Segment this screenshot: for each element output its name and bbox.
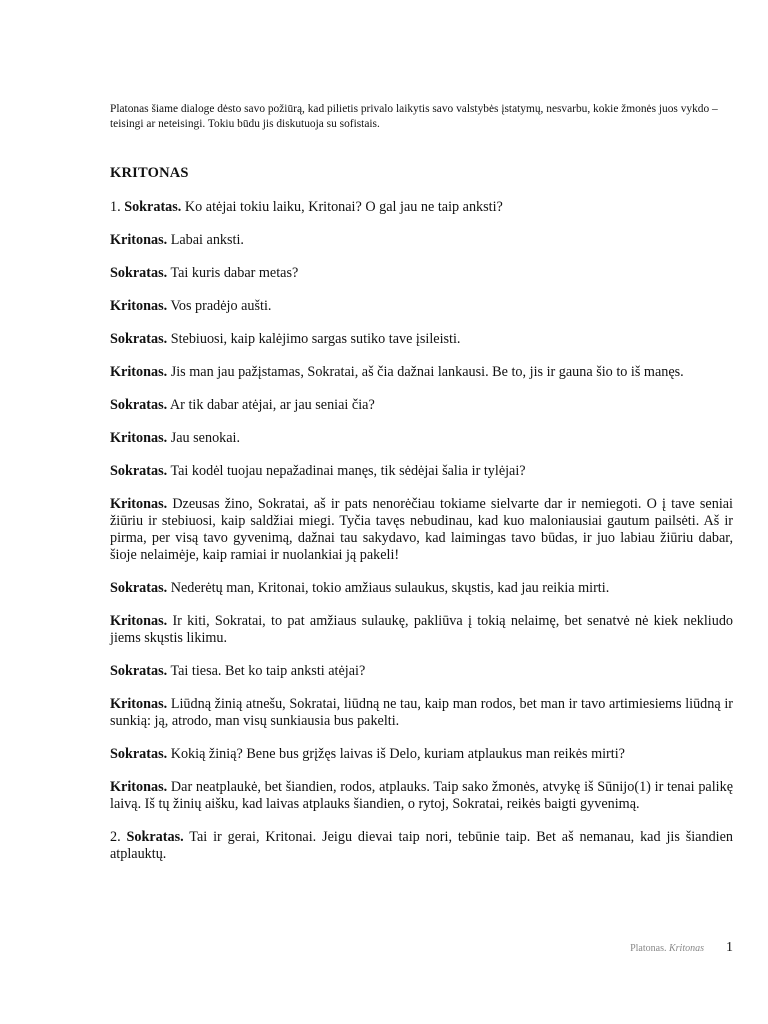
speech-text: Jis man jau pažįstamas, Sokratai, aš čia dažnai lankausi. Be to, jis ir gauna šio to iš manęs. (170, 364, 684, 380)
dialogue-line (110, 746, 733, 763)
speaker-name: Sokratas. (110, 580, 168, 596)
dialogue-line (110, 696, 733, 730)
speaker-name: Kritonas. (110, 496, 168, 512)
speech-text: Ar tik dabar atėjai, ar jau seniai čia? (169, 397, 375, 413)
speaker-name: Sokratas. (110, 265, 168, 281)
section-number: 2. (110, 829, 121, 845)
dialogue-line (110, 580, 733, 597)
speaker-name: Sokratas. (110, 463, 168, 479)
speech-text: Vos pradėjo aušti. (170, 298, 272, 314)
intro-paragraph: Platonas šiame dialoge dėsto savo požiūrą, kad pilietis privalo laikytis savo valstybės įstatymų, nesvarbu, kokie žmonės juos vykdo – teisingi ar neteisingi. Tokiu būdu jis diskutuoja su sofistais. (110, 103, 718, 130)
section-number: 1. (110, 199, 121, 215)
dialogue-line (110, 779, 733, 813)
dialogue-line (110, 397, 733, 414)
dialogue-body (110, 199, 733, 879)
dialogue-line (110, 364, 733, 381)
speaker-name: Kritonas. (110, 779, 168, 795)
speaker-name: Sokratas. (126, 829, 184, 845)
page-number: 1 (726, 940, 733, 955)
speaker-name: Kritonas. (110, 613, 168, 629)
speech-text: Dar neatplaukė, bet šiandien, rodos, atplauks. Taip sako žmonės, atvykę iš Sūnijo(1) ir tenai palikę laivą. Iš tų žinių aišku, kad laivas atplauks šiandien, o rytoj, Sokratai, reikės baigti gyvenimą. (110, 779, 734, 812)
speech-text: Kokią žinią? Bene bus grįžęs laivas iš Delo, kuriam atplaukus man reikės mirti? (170, 746, 625, 762)
speaker-name: Kritonas. (110, 364, 168, 380)
speaker-name: Kritonas. (110, 232, 168, 248)
dialogue-line (110, 331, 733, 348)
speaker-name: Sokratas. (110, 331, 168, 347)
speech-text: Jau senokai. (170, 430, 241, 446)
speaker-name: Sokratas. (110, 746, 168, 762)
speech-text: Tai kuris dabar metas? (170, 265, 299, 281)
speech-text: Ir kiti, Sokratai, to pat amžiaus sulaukę, pakliūva į tokią nelaimę, bet senatvė nė kiek nekliudo jiems skųstis likimu. (110, 613, 734, 646)
speech-text: Dzeusas žino, Sokratai, aš ir pats nenorėčiau tokiame sielvarte dar ir nemiegoti. O į tave seniai žiūriu ir stebiuosi, kaip saldžiai miegi. Tyčia tavęs nebudinau, kad kuo maloniausiai gautum pailsėti. Aš ir pirma, per visą tavo gyvenimą, dažnai tau sakydavo, kad laimingas tavo būdas, ir juo labiau žiūriu dabar, šioje nelaimėje, kaip ramiai ir nuolankiai ją pakeli! (110, 496, 733, 563)
speech-text: Ko atėjai tokiu laiku, Kritonai? O gal jau ne taip anksti? (184, 199, 503, 215)
speaker-name: Kritonas. (110, 298, 168, 314)
dialogue-line (110, 496, 733, 564)
dialogue-line (110, 613, 733, 647)
footer-running-title (630, 943, 704, 954)
speaker-name: Kritonas. (110, 696, 168, 712)
speech-text: Labai anksti. (170, 232, 244, 248)
footer-work-title: Kritonas (668, 943, 704, 954)
document-title: KRITONAS (110, 165, 189, 181)
dialogue-line (110, 298, 733, 315)
dialogue-line (110, 829, 733, 863)
speaker-name: Kritonas. (110, 430, 168, 446)
speech-text: Stebiuosi, kaip kalėjimo sargas sutiko tave įsileisti. (170, 331, 461, 347)
footer-author: Platonas. (630, 943, 667, 954)
dialogue-line (110, 463, 733, 480)
page-footer (110, 938, 733, 956)
speaker-name: Sokratas. (110, 397, 168, 413)
dialogue-line (110, 232, 733, 249)
speaker-name: Sokratas. (110, 663, 168, 679)
speech-text: Tai ir gerai, Kritonai. Jeigu dievai taip nori, tebūnie taip. Bet aš nemanau, kad jis šiandien atplauktų. (110, 829, 734, 862)
speech-text: Liūdną žinią atnešu, Sokratai, liūdną ne tau, kaip man rodos, bet man ir tavo artimiesiems liūdną ir sunkią: ją, atrodo, man visų sunkiausia bus pakelti. (110, 696, 734, 729)
dialogue-line (110, 430, 733, 447)
speech-text: Nederėtų man, Kritonai, tokio amžiaus sulaukus, skųstis, kad jau reikia mirti. (170, 580, 610, 596)
speech-text: Tai tiesa. Bet ko taip anksti atėjai? (170, 663, 366, 679)
dialogue-line (110, 199, 733, 216)
speaker-name: Sokratas. (124, 199, 182, 215)
dialogue-line (110, 663, 733, 680)
speech-text: Tai kodėl tuojau nepažadinai manęs, tik sėdėjai šalia ir tylėjai? (170, 463, 526, 479)
dialogue-line (110, 265, 733, 282)
